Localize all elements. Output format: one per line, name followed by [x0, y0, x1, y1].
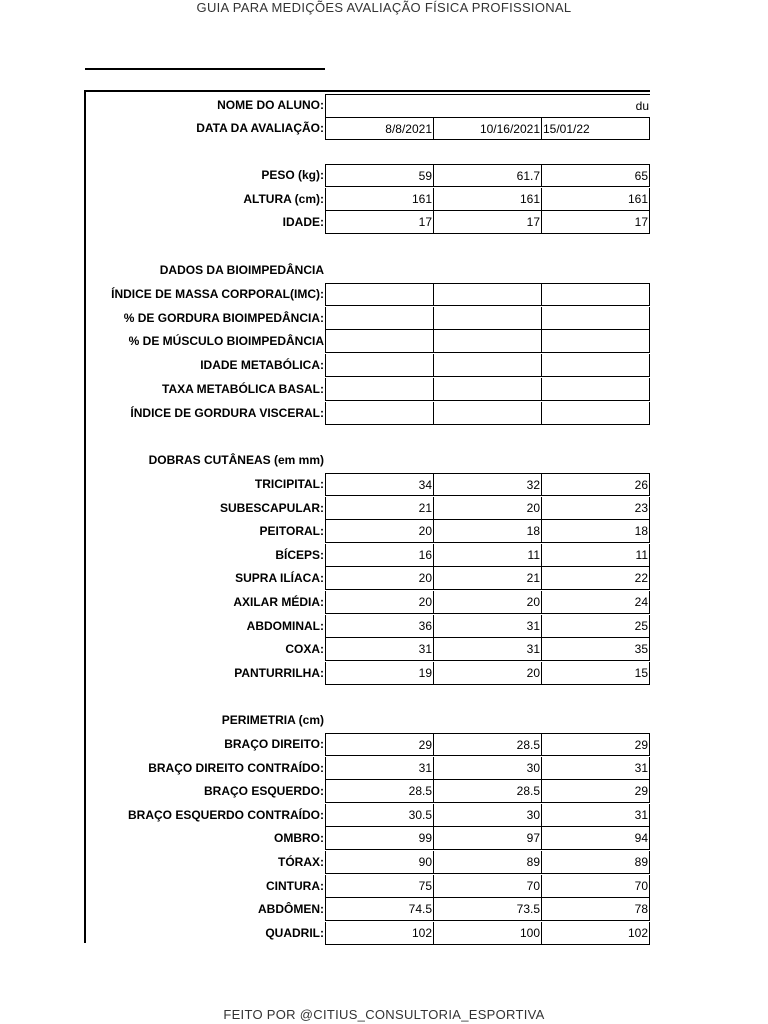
measure-label: OMBRO:	[274, 831, 324, 846]
student-name-label: NOME DO ALUNO:	[217, 98, 324, 112]
measure-row	[86, 497, 650, 520]
measure-value-cell[interactable]: 97	[433, 827, 541, 850]
measure-value-cell[interactable]: 35	[541, 638, 650, 661]
measure-value-cell[interactable]: 102	[325, 922, 433, 945]
measure-row	[86, 378, 650, 401]
measure-label: IDADE:	[282, 215, 324, 230]
measure-value-cell[interactable]: 90	[325, 851, 433, 874]
measure-row	[86, 211, 650, 234]
measure-row	[86, 354, 650, 377]
measure-value-cell[interactable]: 20	[433, 497, 541, 520]
measure-row	[86, 851, 650, 874]
measure-row	[86, 827, 650, 850]
measure-value-cell[interactable]: 100	[433, 922, 541, 945]
measure-value-cell[interactable]: 29	[541, 733, 650, 756]
measure-value-cell[interactable]: 15	[541, 662, 650, 685]
measure-row	[86, 780, 650, 803]
measure-label: TÓRAX:	[278, 855, 324, 869]
measure-row	[86, 615, 650, 638]
measure-value-cell[interactable]: 65	[541, 164, 650, 187]
measure-value-cell[interactable]: 20	[325, 567, 433, 590]
measure-value-cell[interactable]: 31	[433, 638, 541, 661]
measure-label: COXA:	[285, 642, 324, 657]
measure-value-cell[interactable]: 18	[433, 520, 541, 543]
measure-value-cell[interactable]: 20	[325, 520, 433, 543]
measure-label: % DE MÚSCULO BIOIMPEDÂNCIA	[128, 334, 324, 349]
measure-row	[86, 283, 650, 306]
measure-value-cell[interactable]: 70	[433, 875, 541, 898]
measure-row	[86, 402, 650, 425]
evaluation-date-row	[86, 117, 650, 140]
measure-label: PESO (kg):	[261, 168, 324, 182]
measure-value-cell[interactable]	[541, 307, 650, 330]
measure-value-cell[interactable]: 102	[541, 922, 650, 945]
page-header-title: GUIA PARA MEDIÇÕES AVALIAÇÃO FÍSICA PROFISSIONAL	[196, 0, 572, 15]
measure-value-cell[interactable]	[433, 330, 541, 353]
measure-row	[86, 922, 650, 945]
measure-value-cell[interactable]	[541, 283, 650, 306]
measure-value-cell[interactable]: 11	[433, 544, 541, 567]
measure-value-cell[interactable]: 29	[541, 780, 650, 803]
measure-label: IDADE METABÓLICA:	[200, 358, 324, 373]
measure-label: AXILAR MÉDIA:	[233, 595, 324, 609]
measure-value-cell[interactable]: 36	[325, 615, 433, 638]
measure-value-cell[interactable]: 16	[325, 544, 433, 567]
measure-value-cell[interactable]: 11	[541, 544, 650, 567]
measure-row	[86, 520, 650, 543]
measure-label: CINTURA:	[266, 878, 324, 893]
measure-row	[86, 591, 650, 614]
measure-value-cell[interactable]: 73.5	[433, 898, 541, 921]
measure-label: ÍNDICE DE MASSA CORPORAL(IMC):	[111, 287, 324, 301]
top-rule	[85, 68, 325, 70]
measure-label: TRICIPITAL:	[254, 477, 324, 491]
measure-value-cell[interactable]	[433, 402, 541, 425]
measure-value-cell[interactable]: 17	[325, 211, 433, 234]
measure-value-cell[interactable]	[433, 283, 541, 306]
measure-row	[86, 733, 650, 756]
measure-row	[86, 638, 650, 661]
measure-value-cell[interactable]: 17	[433, 211, 541, 234]
date-cell-1[interactable]: 8/8/2021	[325, 117, 433, 140]
measure-label: BRAÇO DIREITO CONTRAÍDO:	[148, 760, 324, 775]
measure-label: TAXA METABÓLICA BASAL:	[162, 381, 324, 396]
measure-value-cell[interactable]: 32	[433, 473, 541, 496]
measure-label: PEITORAL:	[259, 524, 324, 539]
measure-value-cell[interactable]: 61.7	[433, 164, 541, 187]
measure-row	[86, 898, 650, 921]
measure-value-cell[interactable]	[433, 378, 541, 401]
measure-value-cell[interactable]: 30	[433, 804, 541, 827]
measure-row	[86, 188, 650, 211]
measure-value-cell[interactable]: 70	[541, 875, 650, 898]
measure-label: BRAÇO ESQUERDO:	[203, 784, 324, 799]
measure-value-cell[interactable]: 94	[541, 827, 650, 850]
measure-label: ALTURA (cm):	[243, 191, 324, 206]
measure-row	[86, 875, 650, 898]
measure-label: % DE GORDURA BIOIMPEDÂNCIA:	[123, 310, 324, 325]
measure-value-cell[interactable]: 20	[433, 662, 541, 685]
measure-label: QUADRIL:	[265, 925, 324, 940]
measure-value-cell[interactable]	[433, 307, 541, 330]
measure-value-cell[interactable]: 30	[433, 757, 541, 780]
measure-value-cell[interactable]: 161	[433, 188, 541, 211]
measure-row	[86, 567, 650, 590]
measure-value-cell[interactable]: 30.5	[325, 804, 433, 827]
measure-row	[86, 330, 650, 353]
measure-value-cell[interactable]: 28.5	[325, 780, 433, 803]
measure-row	[86, 662, 650, 685]
measure-row	[86, 804, 650, 827]
measure-value-cell[interactable]: 23	[541, 497, 650, 520]
measure-value-cell[interactable]: 18	[541, 520, 650, 543]
measure-label: ABDÔMEN:	[258, 902, 324, 917]
measure-value-cell[interactable]: 74.5	[325, 898, 433, 921]
measure-value-cell[interactable]: 28.5	[433, 733, 541, 756]
measure-value-cell[interactable]	[325, 354, 433, 377]
measure-label: ÍNDICE DE GORDURA VISCERAL:	[130, 405, 324, 420]
measure-value-cell[interactable]	[325, 402, 433, 425]
measure-value-cell[interactable]	[325, 330, 433, 353]
student-name-cell[interactable]: du	[325, 94, 650, 117]
date-cell-2[interactable]: 10/16/2021	[433, 117, 541, 140]
measure-label: BÍCEPS:	[275, 547, 324, 562]
measure-value-cell[interactable]: 59	[325, 164, 433, 187]
measure-label: SUPRA ILÍACA:	[235, 571, 324, 586]
evaluation-date-label: DATA DA AVALIAÇÃO:	[196, 121, 324, 135]
measure-value-cell[interactable]: 19	[325, 662, 433, 685]
measure-value-cell[interactable]	[325, 378, 433, 401]
measure-value-cell[interactable]: 78	[541, 898, 650, 921]
measure-value-cell[interactable]: 89	[541, 851, 650, 874]
measure-value-cell[interactable]	[541, 330, 650, 353]
measure-value-cell[interactable]: 99	[325, 827, 433, 850]
measure-value-cell[interactable]	[325, 307, 433, 330]
measure-value-cell[interactable]: 161	[325, 188, 433, 211]
measure-value-cell[interactable]: 25	[541, 615, 650, 638]
measure-label: BRAÇO ESQUERDO CONTRAÍDO:	[127, 807, 324, 822]
measure-value-cell[interactable]: 24	[541, 591, 650, 614]
measure-value-cell[interactable]: 161	[541, 188, 650, 211]
measure-label: SUBESCAPULAR:	[219, 500, 324, 515]
measure-value-cell[interactable]: 31	[541, 804, 650, 827]
measure-value-cell[interactable]: 89	[433, 851, 541, 874]
measure-row	[86, 544, 650, 567]
page-footer-text: FEITO POR @CITIUS_CONSULTORIA_ESPORTIVA	[223, 1007, 545, 1022]
skinfold-section-title-row	[86, 449, 650, 472]
measure-value-cell[interactable]	[541, 354, 650, 377]
measure-label: PANTURRILHA:	[234, 665, 324, 680]
measure-value-cell[interactable]: 21	[433, 567, 541, 590]
measure-value-cell[interactable]	[433, 354, 541, 377]
measure-row	[86, 307, 650, 330]
perimetry-section-title-row	[86, 709, 650, 732]
measure-row	[86, 164, 650, 187]
measure-value-cell[interactable]: 22	[541, 567, 650, 590]
perimetry-section-title: PERIMETRIA (cm)	[221, 713, 324, 727]
measure-value-cell[interactable]: 28.5	[433, 780, 541, 803]
measure-row	[86, 757, 650, 780]
measure-value-cell[interactable]: 21	[325, 497, 433, 520]
measure-value-cell[interactable]: 34	[325, 473, 433, 496]
measure-value-cell[interactable]: 31	[325, 638, 433, 661]
bio-section-title-row	[86, 259, 650, 282]
measure-value-cell[interactable]: 31	[433, 615, 541, 638]
measure-value-cell[interactable]: 29	[325, 733, 433, 756]
measure-value-cell[interactable]	[541, 378, 650, 401]
measure-value-cell[interactable]: 26	[541, 473, 650, 496]
measure-value-cell[interactable]: 20	[433, 591, 541, 614]
measure-value-cell[interactable]	[325, 283, 433, 306]
measure-label: BRAÇO DIREITO:	[224, 737, 324, 751]
measure-value-cell[interactable]: 31	[541, 757, 650, 780]
skinfold-section-title: DOBRAS CUTÂNEAS (em mm)	[148, 453, 324, 467]
measure-value-cell[interactable]: 17	[541, 211, 650, 234]
measure-value-cell[interactable]: 31	[325, 757, 433, 780]
table-top-border	[84, 90, 650, 92]
date-cell-3[interactable]: 15/01/22	[541, 117, 650, 140]
student-name-row	[86, 94, 650, 117]
measure-label: ABDOMINAL:	[246, 618, 324, 633]
measure-row	[86, 473, 650, 496]
measure-value-cell[interactable]	[541, 402, 650, 425]
bio-section-title: DADOS DA BIOIMPEDÂNCIA	[159, 263, 324, 277]
measure-value-cell[interactable]: 75	[325, 875, 433, 898]
measure-value-cell[interactable]: 20	[325, 591, 433, 614]
